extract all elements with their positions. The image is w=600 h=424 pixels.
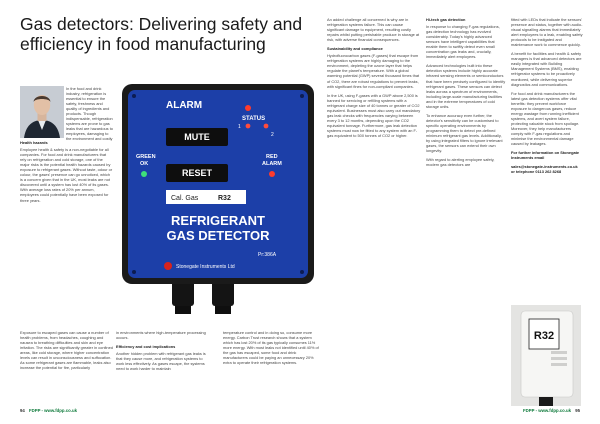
heading-health: Health hazards xyxy=(20,140,48,145)
author-headshot xyxy=(20,86,64,138)
heading-sustainability: Sustainability and compliance xyxy=(327,46,383,52)
status-led-2-icon xyxy=(264,124,269,129)
part-number: Pr:386A xyxy=(258,252,277,258)
reset-button-label: RESET xyxy=(181,168,213,178)
device-alarm-label: ALARM xyxy=(166,100,203,111)
svg-text:R32: R32 xyxy=(218,195,231,202)
svg-text:2: 2 xyxy=(271,132,274,138)
r32-label: R32 xyxy=(533,330,555,342)
red-alarm-label: RED ALARM xyxy=(262,154,282,167)
status-led-1-icon xyxy=(246,124,251,129)
product-name-line2: GAS DETECTOR xyxy=(166,228,270,243)
health-body: Employee health & safety is a non-negotiable for all companies. For food and drink manufacturers that rely on refrigeration and cold storage, one of the major risks is the potential health hazards caused by exposure to refrigerant gases. Without taste, odour or colour, the gases' presence can go unnoticed, which is a concern given that in the UK, most leaks are not discovered until a system has lost 40% of its gases. With average loss rates of 20% per annum, employees could potentially have been exposed for three years. xyxy=(20,147,113,203)
column-7: fitted with LEDs that indicate the sensors' presence and status, together with audio-visual signalling alarms that immediately alert employees to a leak, enabling safety protocols to be instigated and maintenance work to commence quickly. A benefit for facilities and health & safety managers is that advanced detectors are easily integrated with Building Management Systems (BMS), enabling refrigerator systems to be proactively monitored, while delivering superior diagnostics and communications. For food and drink manufacturers the latest gas detection systems offer vital benefits: they prevent workforce exposure to dangerous gases, reduce energy wastage from running inefficient systems, and avert system failure, protecting valuable stock from spoilage. Moreover, they help manufacturers comply with F-gas regulations and minimise the environmental damage caused by leakages. For further information on Stonegate Instruments email sales@stonegate-instruments.co.uk or telephone 0113 262 8268 xyxy=(511,17,583,175)
footer-right xyxy=(523,408,580,413)
heading-hitech: Hi-tech gas detection xyxy=(426,17,466,22)
svg-text:1: 1 xyxy=(238,124,241,130)
column-6: Hi-tech gas detection In response to changing F-gas regulations, gas detection technology has evolved considerably. Today's highly advanced sensors have intelligent capabilities that enable them to swiftly detect even small concentration gas leaks and, crucially, immediately alert employees. Advanced technologies built into these detection systems include highly accurate infrared sensing elements or semiconductors that have been precisely configured to identify refrigerant gases. These sensors can detect leaks across a spectrum of environments, including large-scale manufacturing facilities and in the extreme temperatures of cold storage units. To enhance accuracy even further, the detector's sensitivity can be customised to specific operating environments by programming them to detect pre-defined minimum refrigerant gas levels. Additionally, by using integrated filters to ignore irrelevant gases, the sensors can extend their own longevity. With regard to alerting employee safety, modern gas detectors are xyxy=(426,17,506,168)
heading-efficiency: Efficiency and cost implications xyxy=(116,344,176,350)
intro-text: In the food and drink industry, refrigeration is essential to ensure the safety, freshness and quality of ingredients and products. Though indispensable, refrigeration systems are prone to gas leaks that are hazardous to employees, damaging to the environment and costly xyxy=(66,86,113,142)
column-5: An added challenge all concerned is why are in refrigeration systems failure. This can cause significant damage to equipment, resulting costly repairs whilst putting perishable produce in storage at risk, with adverse financial consequences. Sustainability and compliance Hydrofluorocarbon gases (F-gases) that escape from refrigeration systems are highly damaging to the environment, depleting the ozone layer that helps regulate the planet's temperature. With a global warming potential (GWP) several thousand times that of CO2, there are robust regulations to prevent leaks, with significant fines for non-compliant companies. In the UK, using F-gases with a GWP above 2,500 is banned for servicing or refilling systems with a refrigerant charge size of 40 tonnes or greater of CO2 equivalent. Businesses must also carry out mandatory gas leak checks with frequencies varying between every 3 to 12 months, depending upon the CO2 equivalent tonnage. Furthermore, gas leak detection systems must now be fitted to any system with an F-gas equivalent to 500 tonnes of CO2 or higher. xyxy=(327,17,421,138)
detector-side-photo xyxy=(511,305,581,406)
column-2: Exposure to escaped gases can cause a number of health problems, from headaches, coughing and nausea to breathing difficulties and skin and eye irritation. The risks are significantly greater in confined areas, like cold storage, where higher concentration levels can result in unconsciousness and suffocation. As some refrigerant gases are flammable, leaks also increase the potential for fire, particularly xyxy=(20,330,113,371)
contact-phone: or telephone 0113 262 8268 xyxy=(511,169,562,175)
device-status-label: STATUS xyxy=(242,116,266,122)
gas-detector-photo xyxy=(116,80,320,318)
contact-heading: For further information on Stonegate Instruments email xyxy=(511,150,580,161)
footer-left-url[interactable]: FDPP - www.fdpp.co.uk xyxy=(28,408,77,413)
article-title: Gas detectors: Delivering safety and efficiency in food manufacturing xyxy=(20,14,303,54)
column-4: temperature control and in doing so, consume more energy. Carbon Trust research shows that a system which has lost 20% of its gas typically consumes 11% more energy. With most leaks not identified until 40% of the gas has escaped, some food and drink manufacturers could be paying an unnecessary 20% extra to operate their refrigeration systems. xyxy=(223,330,319,366)
alarm-led-icon xyxy=(245,105,251,111)
column-1 xyxy=(20,140,113,330)
footer-left xyxy=(20,408,77,413)
contact-email: sales@stonegate-instruments.co.uk xyxy=(511,164,578,170)
mute-button-label: MUTE xyxy=(184,132,210,142)
column-3: in environments where high-temperature processing occurs. Efficiency and cost implications Another hidden problem with refrigerant gas leaks is that they cause more, and refrigeration systems to work less effectively. As gases escape, the systems need to work harder to maintain xyxy=(116,330,211,405)
svg-text:Cal. Gas: Cal. Gas xyxy=(171,195,199,202)
page-number-left: 94 xyxy=(20,408,25,413)
footer-right-url[interactable]: FDPP - www.fdpp.co.uk xyxy=(523,408,572,413)
manufacturer-label: Stonegate Instruments Ltd xyxy=(176,264,235,270)
stonegate-logo-icon xyxy=(164,262,172,270)
red-alarm-led-icon xyxy=(269,171,275,177)
green-ok-label: GREEN OK xyxy=(136,154,156,167)
green-ok-led-icon xyxy=(141,171,147,177)
product-name-line1: REFRIGERANT xyxy=(171,213,265,228)
page-number-right: 95 xyxy=(575,408,580,413)
